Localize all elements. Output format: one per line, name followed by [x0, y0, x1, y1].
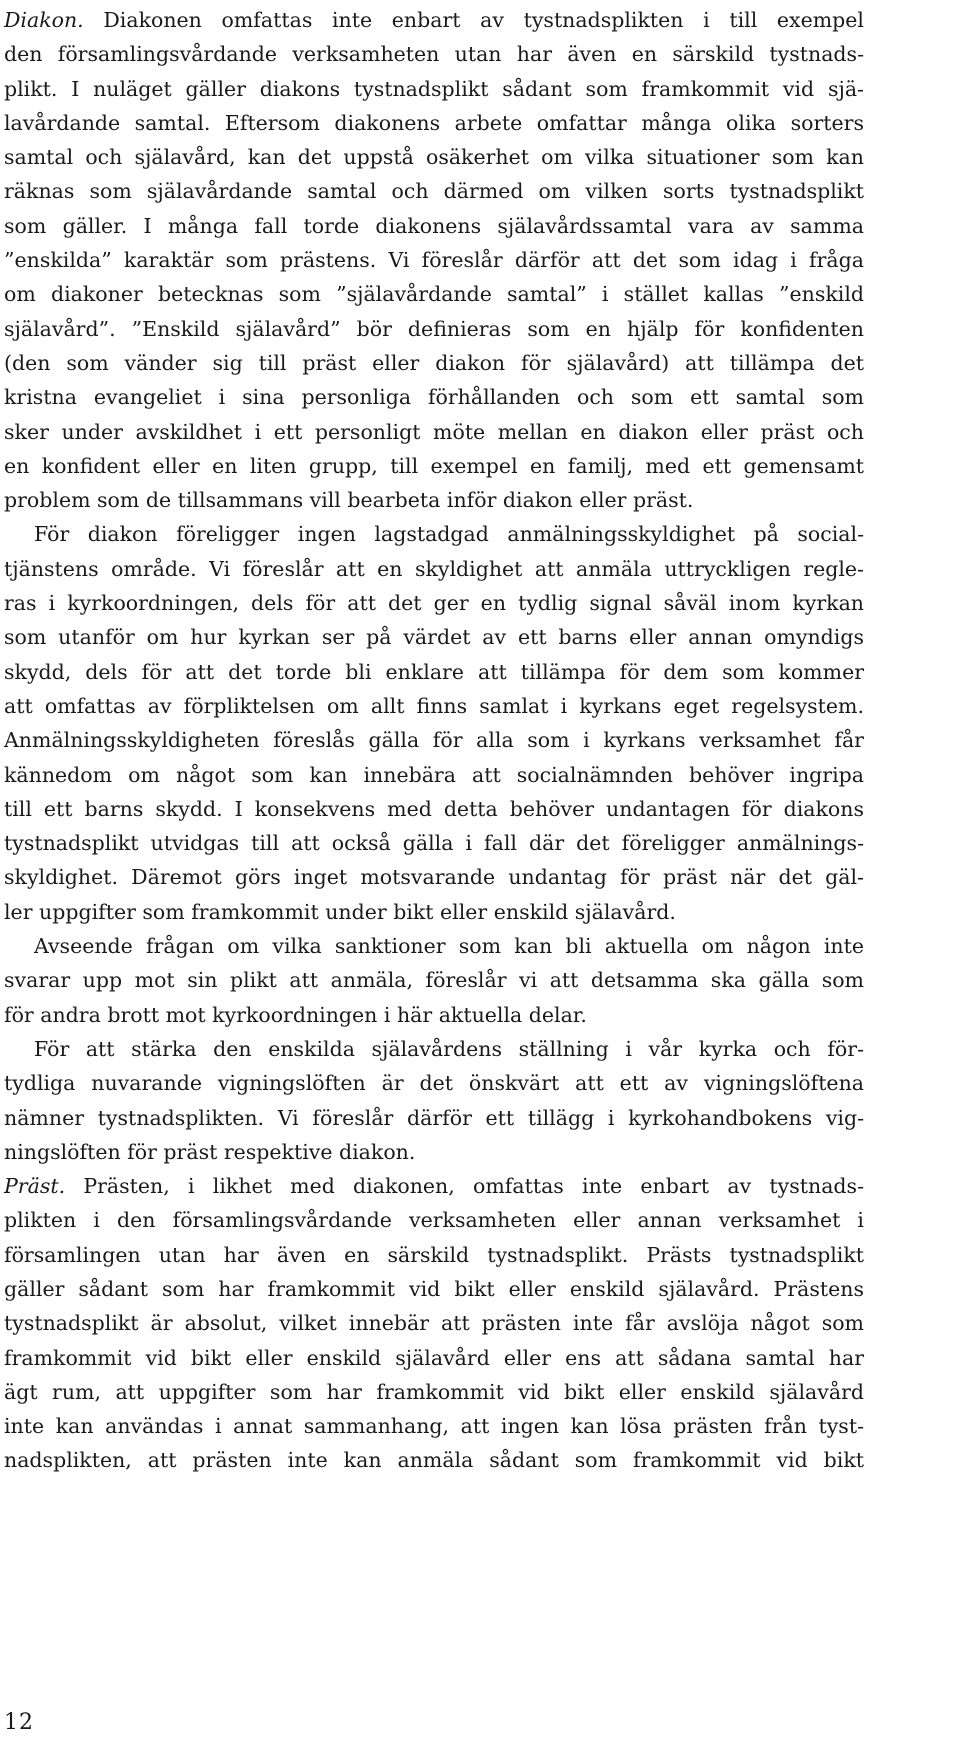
text-line: att omfattas av förpliktelsen om allt finns samlat i kyrkans eget regelsystem.: [4, 693, 864, 718]
text-line: ras i kyrkoordningen, dels för att det ger en tydlig signal såväl inom kyrkan: [4, 591, 864, 616]
text-line: plikten i den församlingsvårdande verksamheten eller annan verksamhet i: [4, 1208, 864, 1233]
text-line: kännedom om något som kan innebära att socialnämnden behöver ingripa: [4, 762, 864, 787]
text-line: framkommit vid bikt eller enskild själavård eller ens att sådana samtal har: [4, 1345, 864, 1370]
text-line: räknas som själavårdande samtal och därmed om vilken sorts tystnadsplikt: [4, 179, 864, 204]
paragraph-sanktioner: [4, 929, 864, 1032]
text-line: skydd, dels för att det torde bli enklare att tillämpa för dem som kommer: [4, 659, 864, 684]
text-line: till ett barns skydd. I konsekvens med detta behöver undantagen för diakons: [4, 796, 864, 821]
text-line: lavårdande samtal. Eftersom diakonens arbete omfattar många olika sorters: [4, 110, 864, 135]
text-line: samtal och själavård, kan det uppstå osäkerhet om vilka situationer som kan: [4, 145, 864, 170]
text-line: tjänstens område. Vi föreslår att en skyldighet att anmäla uttryckligen regle-: [4, 556, 864, 581]
text-line: en konfident eller en liten grupp, till exempel en familj, med ett gemensamt: [4, 453, 864, 478]
text-line: inte kan användas i annat sammanhang, att ingen kan lösa prästen från tyst-: [4, 1414, 864, 1439]
text-line: För att stärka den enskilda själavårdens ställning i vår kyrka och för-: [34, 1036, 864, 1061]
run-in-heading-diakon: Diakon.: [4, 8, 84, 32]
text-line: ningslöften för präst respektive diakon.: [4, 1139, 416, 1164]
text-line: gäller sådant som har framkommit vid bikt eller enskild själavård. Prästens: [4, 1276, 864, 1301]
text-line: tystnadsplikt utvidgas till att också gälla i fall där det föreligger anmälnings-: [4, 831, 864, 856]
text-line: För diakon föreligger ingen lagstadgad anmälningsskyldighet på social-: [34, 522, 864, 547]
text-line: Anmälningsskyldigheten föreslås gälla för alla som i kyrkans verksamhet får: [4, 728, 864, 753]
paragraph-anmalningsskyldighet: [4, 517, 864, 929]
text-line: ler uppgifter som framkommit under bikt eller enskild själavård.: [4, 899, 676, 924]
text-line: tydliga nuvarande vigningslöften är det önskvärt att ett av vigningslöftena: [4, 1071, 864, 1096]
text-line: Diakon. Diakonen omfattas inte enbart av tystnadsplikten i till exempel: [4, 8, 864, 32]
text-line: plikt. I nuläget gäller diakons tystnadsplikt sådant som framkommit vid sjä-: [4, 76, 864, 101]
text-line: församlingen utan har även en särskild tystnadsplikt. Prästs tystnadsplikt: [4, 1242, 864, 1267]
paragraph-prast: [4, 1169, 864, 1478]
text-line: problem som de tillsammans vill bearbeta inför diakon eller präst.: [4, 488, 694, 513]
text-line: svarar upp mot sin plikt att anmäla, föreslår vi att detsamma ska gälla som: [4, 968, 864, 993]
run-in-heading-prast: Präst.: [4, 1174, 66, 1199]
text-line: ägt rum, att uppgifter som har framkommit vid bikt eller enskild själavård: [4, 1379, 864, 1404]
text-line: kristna evangeliet i sina personliga förhållanden och som ett samtal som: [4, 385, 864, 410]
text-line: Präst. Prästen, i likhet med diakonen, omfattas inte enbart av tystnads-: [4, 1174, 864, 1199]
text-line: själavård”. ”Enskild själavård” bör definieras som en hjälp för konfidenten: [4, 316, 864, 341]
text-line: tystnadsplikt är absolut, vilket innebär att prästen inte får avslöja något som: [4, 1311, 864, 1336]
text-line: nämner tystnadsplikten. Vi föreslår därför ett tillägg i kyrkohandbokens vig-: [4, 1105, 864, 1130]
text-line: som utanför om hur kyrkan ser på värdet av ett barns eller annan omyndigs: [4, 625, 864, 650]
text-line: som gäller. I många fall torde diakonens själavårdssamtal vara av samma: [4, 213, 864, 238]
text-line: skyldighet. Däremot görs inget motsvarande undantag för präst när det gäl-: [4, 865, 864, 890]
text-line: sker under avskildhet i ett personligt möte mellan en diakon eller präst och: [4, 419, 864, 444]
text-line: Avseende frågan om vilka sanktioner som kan bli aktuella om någon inte: [34, 934, 864, 959]
body-text: [4, 3, 864, 1478]
paragraph-vigningsloften: [4, 1032, 864, 1169]
text-line: den församlingsvårdande verksamheten utan har även en särskild tystnads-: [4, 42, 864, 67]
text-line: ”enskilda” karaktär som prästens. Vi föreslår därför att det som idag i fråga: [4, 248, 864, 273]
text-line: om diakoner betecknas som ”själavårdande samtal” i stället kallas ”enskild: [4, 282, 864, 307]
text-line: för andra brott mot kyrkoordningen i här aktuella delar.: [4, 1002, 587, 1027]
text-line: (den som vänder sig till präst eller diakon för själavård) att tillämpa det: [4, 350, 864, 375]
paragraph-diakon: [4, 3, 864, 517]
text-line: nadsplikten, att prästen inte kan anmäla sådant som framkommit vid bikt: [4, 1448, 864, 1473]
page-number: 12: [4, 1710, 34, 1735]
